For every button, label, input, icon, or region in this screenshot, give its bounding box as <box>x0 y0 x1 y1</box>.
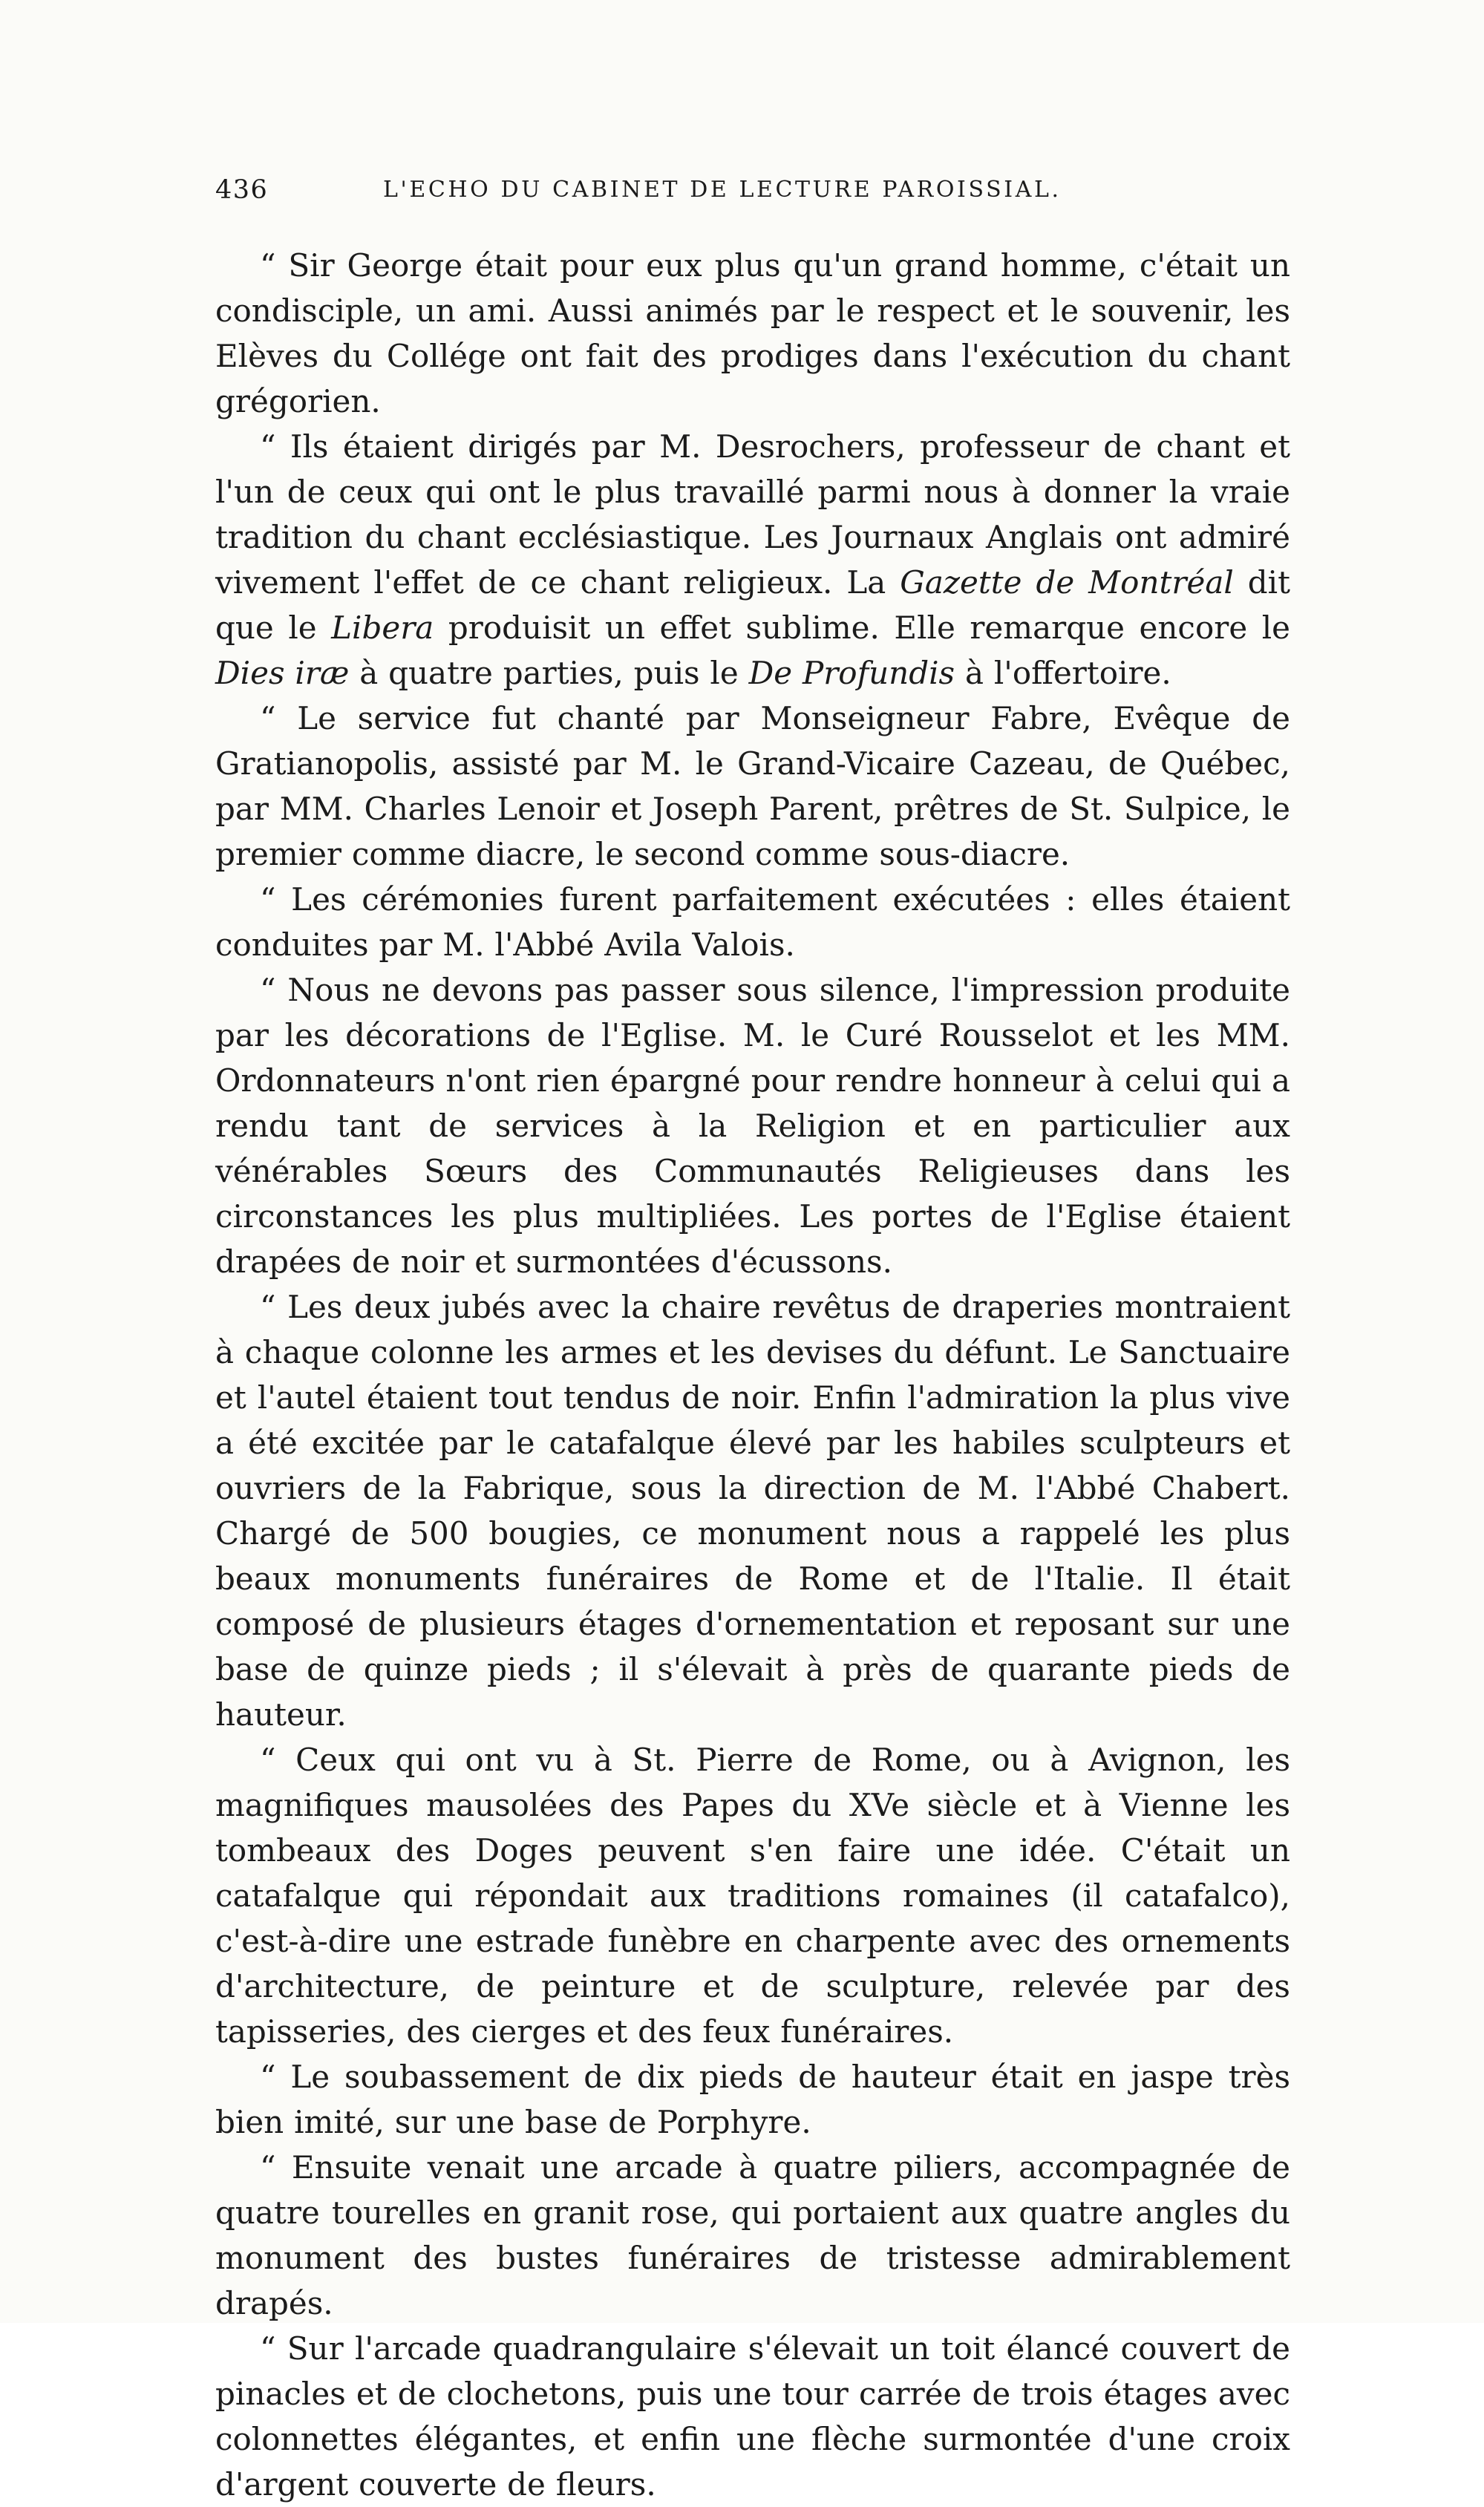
dies-irae-title: Dies iræ <box>215 655 350 691</box>
running-head: L'ECHO DU CABINET DE LECTURE PAROISSIAL. <box>383 177 1062 203</box>
paragraph-text-segment: dit que le <box>215 564 1290 646</box>
libera-title: Libera <box>331 609 434 646</box>
paragraph-sir-george: “ Sir George était pour eux plus qu'un grand homme, c'était un condisciple, un ami. Aussi animés par le respect et le souvenir, les Elèves du Collége ont fait des prodiges dans l'exécution du chant grégorien. <box>215 247 1290 419</box>
main-text <box>215 243 1290 2507</box>
paragraph-arcade: “ Ensuite venait une arcade à quatre piliers, accompagnée de quatre tourelles en granit rose, qui portaient aux quatre angles du monument des bustes funéraires de tristesse admirablement drapés. <box>215 2149 1290 2321</box>
paragraph-text-segment: produisit un effet sublime. Elle remarque encore le <box>434 609 1291 646</box>
paragraph-desrochers <box>215 424 1290 696</box>
paragraph-text-segment: à quatre parties, puis le <box>349 655 749 691</box>
paragraph-service: “ Le service fut chanté par Monseigneur Fabre, Evêque de Gratianopolis, assisté par M. le Grand-Vicaire Cazeau, de Québec, par MM. Charles Lenoir et Joseph Parent, prêtres de St. Sulpice, le premier comme diacre, le second comme sous-diacre. <box>215 700 1290 872</box>
paragraph-soubassement: “ Le soubassement de dix pieds de hauteur était en jaspe très bien imité, sur une base de Porphyre. <box>215 2059 1290 2140</box>
paragraph-ceremonies: “ Les cérémonies furent parfaitement exécutées : elles étaient conduites par M. l'Abbé Avila Valois. <box>215 881 1290 963</box>
de-profundis-title: De Profundis <box>748 655 955 691</box>
paragraph-text-segment: “ Ils étaient dirigés par M. Desrochers, professeur de chant et l'un de ceux qui ont le plus travaillé parmi nous à donner la vraie tradition du chant ecclésiastique. Les Journaux Anglais ont admiré vivement l'effet de ce chant religieux. La <box>215 428 1290 601</box>
paragraph-jubes: “ Les deux jubés avec la chaire revêtus de draperies montraient à chaque colonne les armes et les devises du défunt. Le Sanctuaire et l'autel étaient tout tendus de noir. Enfin l'admiration la plus vive a été excitée par le catafalque élevé par les habiles sculpteurs et ouvriers de la Fabrique, sous la direction de M. l'Abbé Chabert. Chargé de 500 bougies, ce monument nous a rappelé les plus beaux monuments funéraires de Rome et de l'Italie. Il était composé de plusieurs étages d'ornementation et reposant sur une base de quinze pieds ; il s'élevait à près de quarante pieds de hauteur. <box>215 1289 1290 1733</box>
gazette-title: Gazette de Montréal <box>900 564 1234 601</box>
paragraph-fleche: “ Sur l'arcade quadrangulaire s'élevait un toit élancé couvert de pinacles et de clochetons, puis une tour carrée de trois étages avec colonnettes élégantes, et enfin une flèche surmontée d'une croix d'argent couverte de fleurs. <box>215 2330 1290 2503</box>
page-number: 436 <box>215 175 269 205</box>
paragraph-mausolees: “ Ceux qui ont vu à St. Pierre de Rome, ou à Avignon, les magnifiques mausolées des Papes du XVe siècle et à Vienne les tombeaux des Doges peuvent s'en faire une idée. C'était un catafalque qui répondait aux traditions romaines (il catafalco), c'est-à-dire une estrade funèbre en charpente avec des ornements d'architecture, de peinture et de sculpture, relevée par des tapisseries, des cierges et des feux funéraires. <box>215 1742 1290 2050</box>
paragraph-text-segment: à l'offertoire. <box>955 655 1171 691</box>
page-header <box>215 175 1290 212</box>
paragraph-decorations: “ Nous ne devons pas passer sous silence, l'impression produite par les décorations de l'Eglise. M. le Curé Rousselot et les MM. Ordonnateurs n'ont rien épargné pour rendre honneur à celui qui a rendu tant de services à la Religion et en particulier aux vénérables Sœurs des Communautés Religieuses dans les circonstances les plus multipliées. Les portes de l'Eglise étaient drapées de noir et surmontées d'écussons. <box>215 972 1290 1280</box>
